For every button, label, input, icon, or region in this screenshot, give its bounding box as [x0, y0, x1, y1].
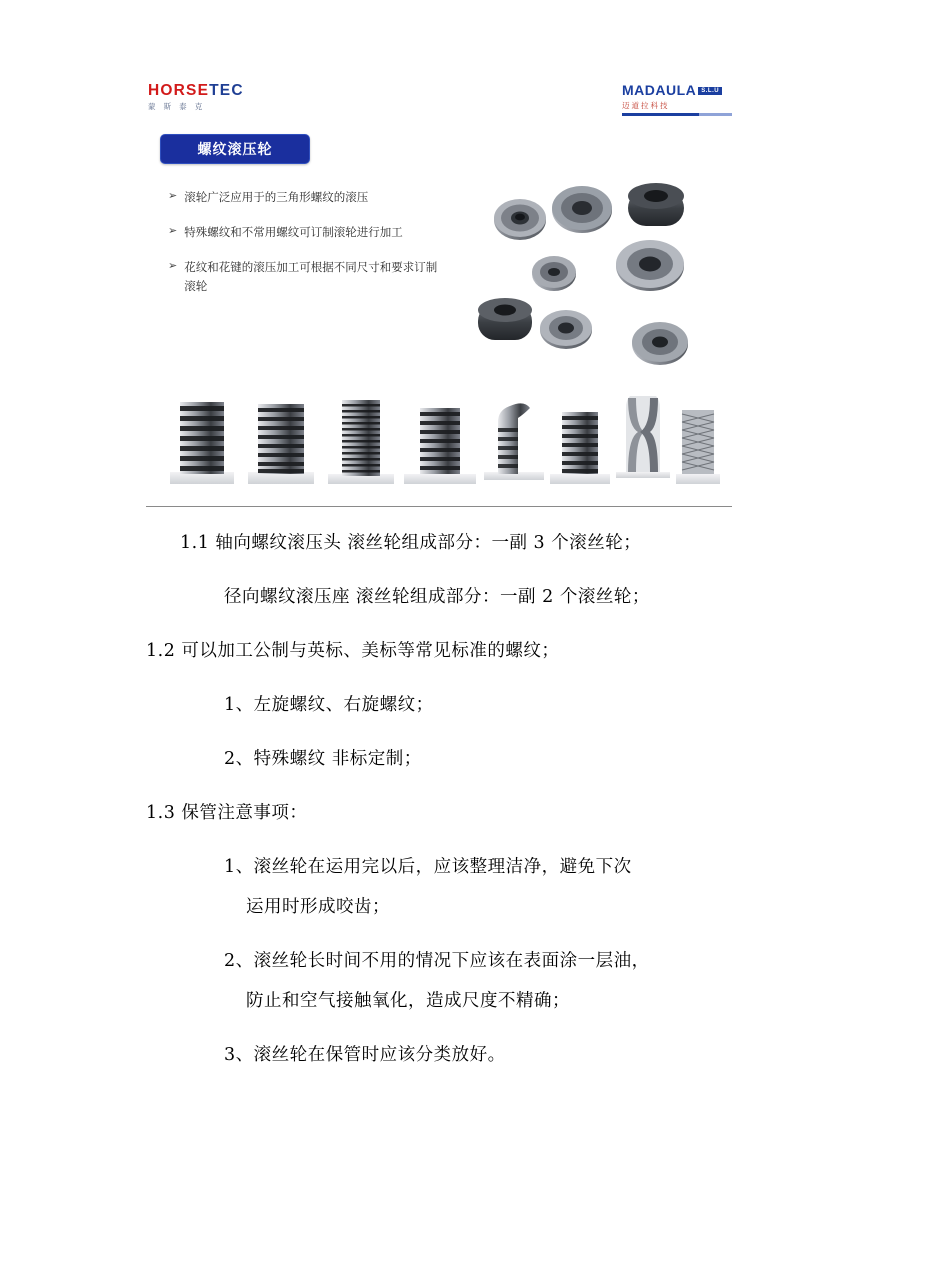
paragraph: 1、滚丝轮在运用完以后，应该整理洁净，避免下次 [224, 857, 632, 877]
bullet-arrow-icon: ➢ [168, 190, 178, 202]
paragraph: 2、滚丝轮长时间不用的情况下应该在表面涂一层油， [224, 951, 650, 971]
paragraph: 1.1 轴向螺纹滚压头 滚丝轮组成部分：一副 3 个滚丝轮； [180, 533, 642, 553]
paragraph: 1.2 可以加工公制与英标、美标等常见标准的螺纹； [146, 641, 560, 661]
horsetec-logo-text-part1: HORSE [148, 82, 210, 99]
bullet-arrow-icon: ➢ [168, 225, 178, 237]
madaula-logo-badge: S.L.U [698, 87, 722, 95]
slide-header [146, 82, 732, 120]
madaula-logo-subtitle: 迈道拉科技 [622, 101, 670, 110]
paragraph: 径向螺纹滚压座 滚丝轮组成部分：一副 2 个滚丝轮； [224, 587, 650, 607]
bullet-text: 花纹和花键的滚压加工可根据不同尺寸和要求订制滚轮 [184, 260, 438, 293]
slide-title-badge [160, 134, 310, 164]
bullet-text: 滚轮广泛应用于的三角形螺纹的滚压 [184, 190, 369, 204]
slide-bullet-list [168, 188, 438, 312]
slide-image-block [146, 82, 732, 510]
horsetec-logo [148, 82, 268, 112]
horsetec-logo-text-part2: TEC [209, 82, 244, 99]
horsetec-logo-text [148, 82, 268, 99]
madaula-logo-underline [622, 113, 732, 116]
paragraph: 防止和空气接触氧化，造成尺度不精确； [246, 991, 570, 1011]
horsetec-logo-subtitle: 蒙 斯 泰 克 [148, 102, 206, 111]
list-item [168, 258, 438, 296]
threaded-parts-samples-photo [154, 392, 724, 497]
list-item [168, 223, 438, 242]
madaula-logo-text [622, 82, 732, 98]
paragraph: 3、滚丝轮在保管时应该分类放好。 [224, 1045, 506, 1065]
paragraph: 1.3 保管注意事项： [146, 803, 308, 823]
document-body [146, 528, 806, 1094]
list-item [168, 188, 438, 207]
paragraph: 2、特殊螺纹 非标定制； [224, 749, 422, 769]
slide-title: 螺纹滚压轮 [197, 142, 273, 158]
thread-rolling-wheels-photo [466, 178, 724, 378]
madaula-logo-word: MADAULA [622, 82, 697, 98]
slide-divider [146, 506, 732, 507]
paragraph: 运用时形成咬齿； [246, 897, 390, 917]
bullet-arrow-icon: ➢ [168, 260, 178, 272]
bullet-text: 特殊螺纹和不常用螺纹可订制滚轮进行加工 [184, 225, 403, 239]
madaula-logo [622, 82, 732, 116]
paragraph: 1、左旋螺纹、右旋螺纹； [224, 695, 434, 715]
